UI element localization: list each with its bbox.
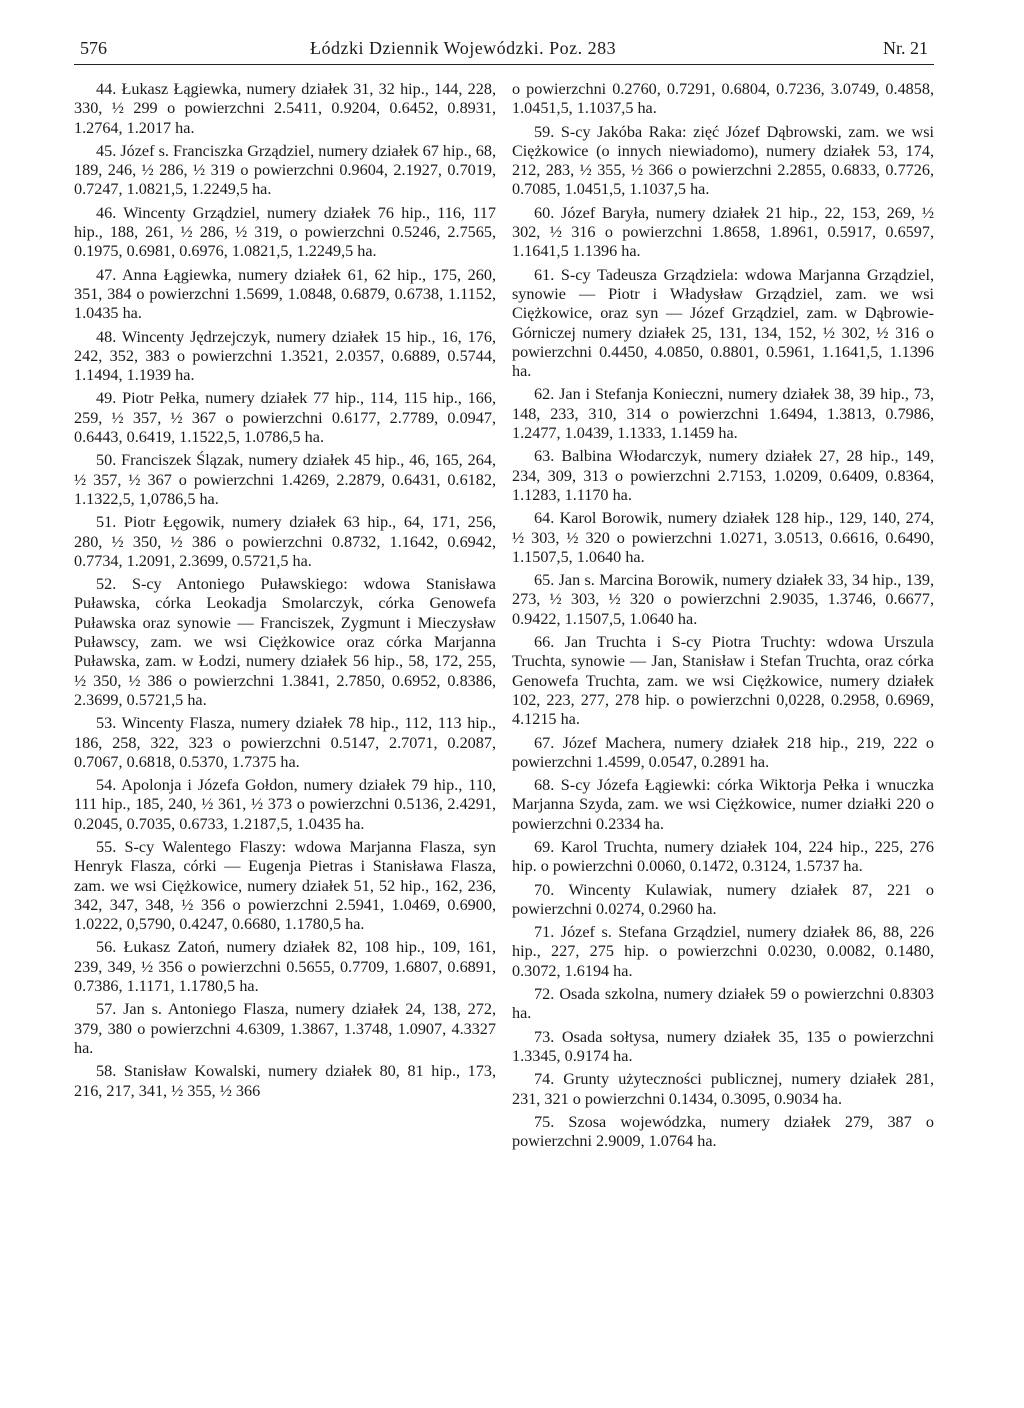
entry-paragraph: 52. S-cy Antoniego Puławskiego: wdowa Stanisława Puławska, córka Leokadja Smolarczyk, córka Genowefa Puławska oraz synowie — Franciszek, Zygmunt i Mieczysław Puławscy, zam. we wsi Ciężkowice oraz córka Marjanna Puławska, zam. w Łodzi, numery działek 56 hip., 58, 172, 255, ½ 350, ½ 386 o powierzchni 1.3841, 2.7850, 0.6952, 0.8386, 2.3699, 0.5721,5 ha. — [74, 575, 496, 709]
entry-paragraph: 54. Apolonja i Józefa Gołdon, numery działek 79 hip., 110, 111 hip., 185, 240, ½ 361, ½ 373 o powierzchni 0.5136, 2.4291, 0.2045, 0.7035, 0.6733, 1.2187,5, 1.0435 ha. — [74, 776, 496, 833]
entry-paragraph: 74. Grunty użyteczności publicznej, numery działek 281, 231, 321 o powierzchni 0.1434, 0.3095, 0.9034 ha. — [512, 1070, 934, 1108]
journal-title: Łódzki Dziennik Wojewódzki. Poz. 283 — [310, 38, 617, 58]
entry-paragraph: 72. Osada szkolna, numery działek 59 o powierzchni 0.8303 ha. — [512, 985, 934, 1023]
entry-paragraph: 71. Józef s. Stefana Grządziel, numery działek 86, 88, 226 hip., 227, 275 hip. o powierzchni 0.0230, 0.0082, 0.1480, 0.3072, 1.6194 ha. — [512, 923, 934, 980]
entry-paragraph: 68. S-cy Józefa Łągiewki: córka Wiktorja Pełka i wnuczka Marjanna Szyda, zam. we wsi Ciężkowice, numer działki 220 o powierzchni 0.2334 ha. — [512, 776, 934, 833]
entry-paragraph: 62. Jan i Stefanja Konieczni, numery działek 38, 39 hip., 73, 148, 233, 310, 314 o powierzchni 1.6494, 1.3813, 0.7986, 1.2477, 1.0439, 1.1333, 1.1459 ha. — [512, 385, 934, 443]
entry-paragraph: 58. Stanisław Kowalski, numery działek 80, 81 hip., 173, 216, 217, 341, ½ 355, ½ 366 — [74, 1062, 496, 1100]
entry-paragraph: 59. S-cy Jakóba Raka: zięć Józef Dąbrowski, zam. we wsi Ciężkowice (o innych niewiadomo), numery działek 53, 174, 212, 283, ½ 355, ½ 366 o powierzchni 2.2855, 0.6833, 0.7726, 0.7085, 1.0451,5, 1.1037,5 ha. — [512, 122, 934, 199]
entry-paragraph: 55. S-cy Walentego Flaszy: wdowa Marjanna Flasza, syn Henryk Flasza, córki — Eugenja Pietras i Stanisława Flasza, zam. we wsi Ciężkowice, numery działek 51, 52 hip., 162, 236, 342, 347, 348, ½ 356 o powierzchni 2.5941, 1.0469, 0.6900, 1.0222, 0,5790, 0.4247, 0.6680, 1.1780,5 ha. — [74, 837, 496, 934]
entry-paragraph: 48. Wincenty Jędrzejczyk, numery działek 15 hip., 16, 176, 242, 352, 383 o powierzchni 1.3521, 2.0357, 0.6889, 0.5744, 1.1494, 1.1939 ha. — [74, 327, 496, 385]
entry-paragraph: 66. Jan Truchta i S-cy Piotra Truchty: wdowa Urszula Truchta, synowie — Jan, Stanisław i Stefan Truchta, oraz córka Genowefa Truchta, zam. we wsi Ciężkowice, numery działek 102, 223, 277, 278 hip. o powierzchni 0,0228, 0.2958, 0.6969, 4.1215 ha. — [512, 633, 934, 729]
entry-paragraph: 61. S-cy Tadeusza Grządziela: wdowa Marjanna Grządziel, synowie — Piotr i Władysław Grządziel, zam. we wsi Ciężkowice, oraz syn — Józef Grządziel, zam. w Dąbrowie-Górniczej numery działek 25, 131, 134, 152, ½ 302, ½ 316 o powierzchni 0.4450, 4.0850, 0.8801, 0.5961, 1.1641,5, 1.1396 ha. — [512, 265, 934, 381]
right-column — [512, 80, 934, 1155]
entry-paragraph: 60. Józef Baryła, numery działek 21 hip., 22, 153, 269, ½ 302, ½ 316 o powierzchni 1.8658, 1.8961, 0.5917, 0.6597, 1.1641,5 1.1396 ha. — [512, 203, 934, 261]
issue-number: Nr. 21 — [883, 38, 928, 58]
entry-paragraph: 67. Józef Machera, numery działek 218 hip., 219, 222 o powierzchni 1.4599, 0.0547, 0.2891 ha. — [512, 733, 934, 771]
entry-paragraph: 64. Karol Borowik, numery działek 128 hip., 129, 140, 274, ½ 303, ½ 320 o powierzchni 1.0271, 3.0513, 0.6616, 0.6490, 1.1507,5, 1.0640 ha. — [512, 509, 934, 566]
page-header — [74, 34, 934, 65]
left-column — [74, 80, 496, 1105]
entry-paragraph: 69. Karol Truchta, numery działek 104, 224 hip., 225, 276 hip. o powierzchni 0.0060, 0.1472, 0.3124, 1.5737 ha. — [512, 837, 934, 876]
entry-paragraph: 75. Szosa wojewódzka, numery działek 279, 387 o powierzchni 2.9009, 1.0764 ha. — [512, 1112, 934, 1151]
entry-paragraph: 70. Wincenty Kulawiak, numery działek 87, 221 o powierzchni 0.0274, 0.2960 ha. — [512, 880, 934, 918]
entry-paragraph: 45. Józef s. Franciszka Grządziel, numery działek 67 hip., 68, 189, 246, ½ 286, ½ 319 o powierzchni 0.9604, 2.1927, 0.7019, 0.7247, 1.0821,5, 1.2249,5 ha. — [74, 141, 496, 199]
entry-paragraph: 57. Jan s. Antoniego Flasza, numery działek 24, 138, 272, 379, 380 o powierzchni 4.6309, 1.3867, 1.3748, 1.0907, 4.3327 ha. — [74, 1000, 496, 1057]
entry-paragraph: 49. Piotr Pełka, numery działek 77 hip., 114, 115 hip., 166, 259, ½ 357, ½ 367 o powierzchni 0.6177, 2.7789, 0.0947, 0.6443, 0.6419, 1.1522,5, 1.0786,5 ha. — [74, 389, 496, 447]
entry-paragraph: 46. Wincenty Grządziel, numery działek 76 hip., 116, 117 hip., 188, 261, ½ 286, ½ 319, o powierzchni 0.5246, 2.7565, 0.1975, 0.6981, 0.6976, 1.0821,5, 1.2249,5 ha. — [74, 203, 496, 261]
entry-paragraph: o powierzchni 0.2760, 0.7291, 0.6804, 0.7236, 3.0749, 0.4858, 1.0451,5, 1.1037,5 ha. — [512, 80, 934, 118]
entry-paragraph: 65. Jan s. Marcina Borowik, numery działek 33, 34 hip., 139, 273, ½ 303, ½ 320 o powierzchni 2.9035, 1.3746, 0.6677, 0.9422, 1.1507,5, 1.0640 ha. — [512, 571, 934, 628]
entry-paragraph: 56. Łukasz Zatoń, numery działek 82, 108 hip., 109, 161, 239, 349, ½ 356 o powierzchni 0.5655, 0.7709, 1.6807, 0.6891, 0.7386, 1.1171, 1.1780,5 ha. — [74, 938, 496, 996]
entry-paragraph: 47. Anna Łągiewka, numery działek 61, 62 hip., 175, 260, 351, 384 o powierzchni 1.5699, 1.0848, 0.6879, 0.6738, 1.1152, 1.0435 ha. — [74, 265, 496, 323]
entry-paragraph: 50. Franciszek Ślązak, numery działek 45 hip., 46, 165, 264, ½ 357, ½ 367 o powierzchni 1.4269, 2.2879, 0.6431, 0.6182, 1.1322,5, 1,0786,5 ha. — [74, 451, 496, 508]
entry-paragraph: 73. Osada sołtysa, numery działek 35, 135 o powierzchni 1.3345, 0.9174 ha. — [512, 1027, 934, 1065]
entry-paragraph: 53. Wincenty Flasza, numery działek 78 hip., 112, 113 hip., 186, 258, 322, 323 o powierzchni 0.5147, 2.7071, 0.2087, 0.7067, 0.6818, 0.5370, 1.7375 ha. — [74, 714, 496, 771]
entry-paragraph: 51. Piotr Łęgowik, numery działek 63 hip., 64, 171, 256, 280, ½ 350, ½ 386 o powierzchni 0.8732, 1.1642, 0.6942, 0.7734, 1.2091, 2.3699, 0.5721,5 ha. — [74, 513, 496, 570]
entry-paragraph: 63. Balbina Włodarczyk, numery działek 27, 28 hip., 149, 234, 309, 313 o powierzchni 2.7153, 1.0209, 0.6409, 0.8364, 1.1283, 1.1170 ha. — [512, 447, 934, 504]
entry-paragraph: 44. Łukasz Łągiewka, numery działek 31, 32 hip., 144, 228, 330, ½ 299 o powierzchni 2.5411, 0.9204, 0.6452, 0.8931, 1.2764, 1.2017 ha. — [74, 80, 496, 137]
page-number: 576 — [80, 38, 107, 58]
